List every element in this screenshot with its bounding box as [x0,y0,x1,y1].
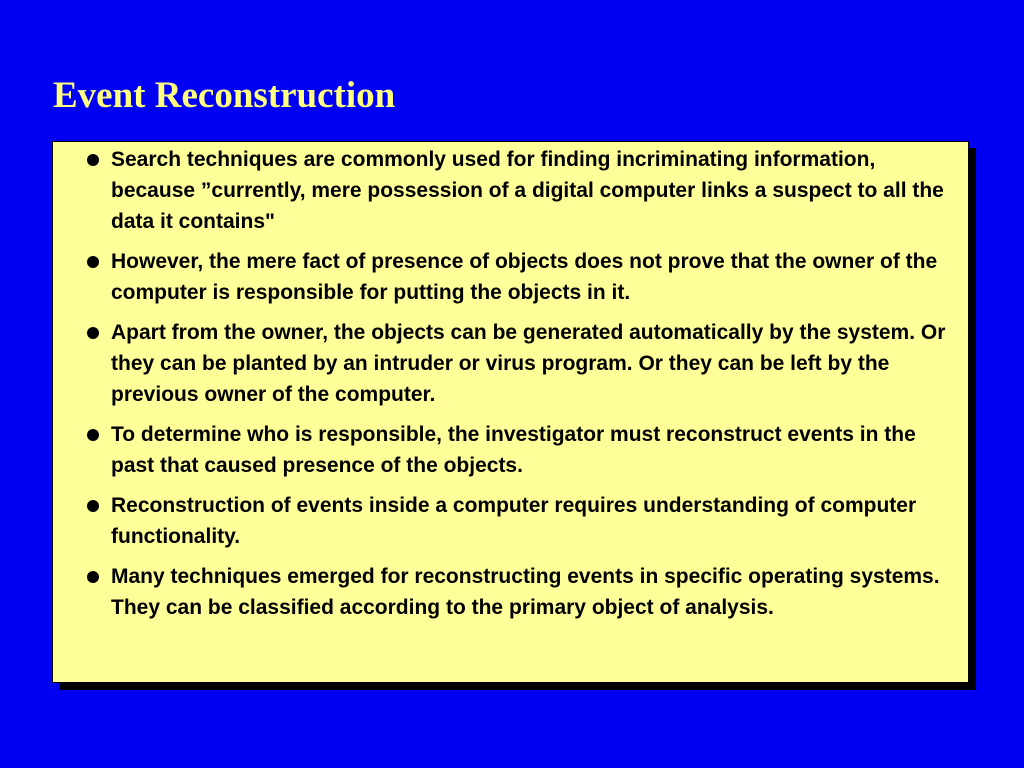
bullet-item [85,561,960,623]
bullet-text: To determine who is responsible, the investigator must reconstruct events in the past that caused presence of the objects. [111,423,916,477]
bullet-text: However, the mere fact of presence of objects does not prove that the owner of the computer is responsible for putting the objects in it. [111,250,938,304]
bullet-item [85,490,960,552]
bullet-item [85,144,960,237]
bullet-text: Many techniques emerged for reconstructing events in specific operating systems. They can be classified according to the primary object of analysis. [111,565,940,619]
bullet-icon [87,429,99,441]
bullet-list [85,144,960,632]
bullet-icon [87,500,99,512]
bullet-text: Apart from the owner, the objects can be generated automatically by the system. Or they can be planted by an intruder or virus program. Or they can be left by the previous owner of the computer. [111,321,946,406]
bullet-text: Reconstruction of events inside a computer requires understanding of computer functionality. [111,494,917,548]
bullet-item [85,246,960,308]
bullet-icon [87,256,99,268]
bullet-icon [87,571,99,583]
bullet-item [85,317,960,410]
bullet-icon [87,327,99,339]
bullet-item [85,419,960,481]
bullet-icon [87,154,99,166]
slide-title: Event Reconstruction [53,75,396,116]
content-panel [52,141,969,683]
bullet-text: Search techniques are commonly used for finding incriminating information, because ”currently, mere possession of a digital computer links a suspect to all the data it contains" [111,148,944,233]
